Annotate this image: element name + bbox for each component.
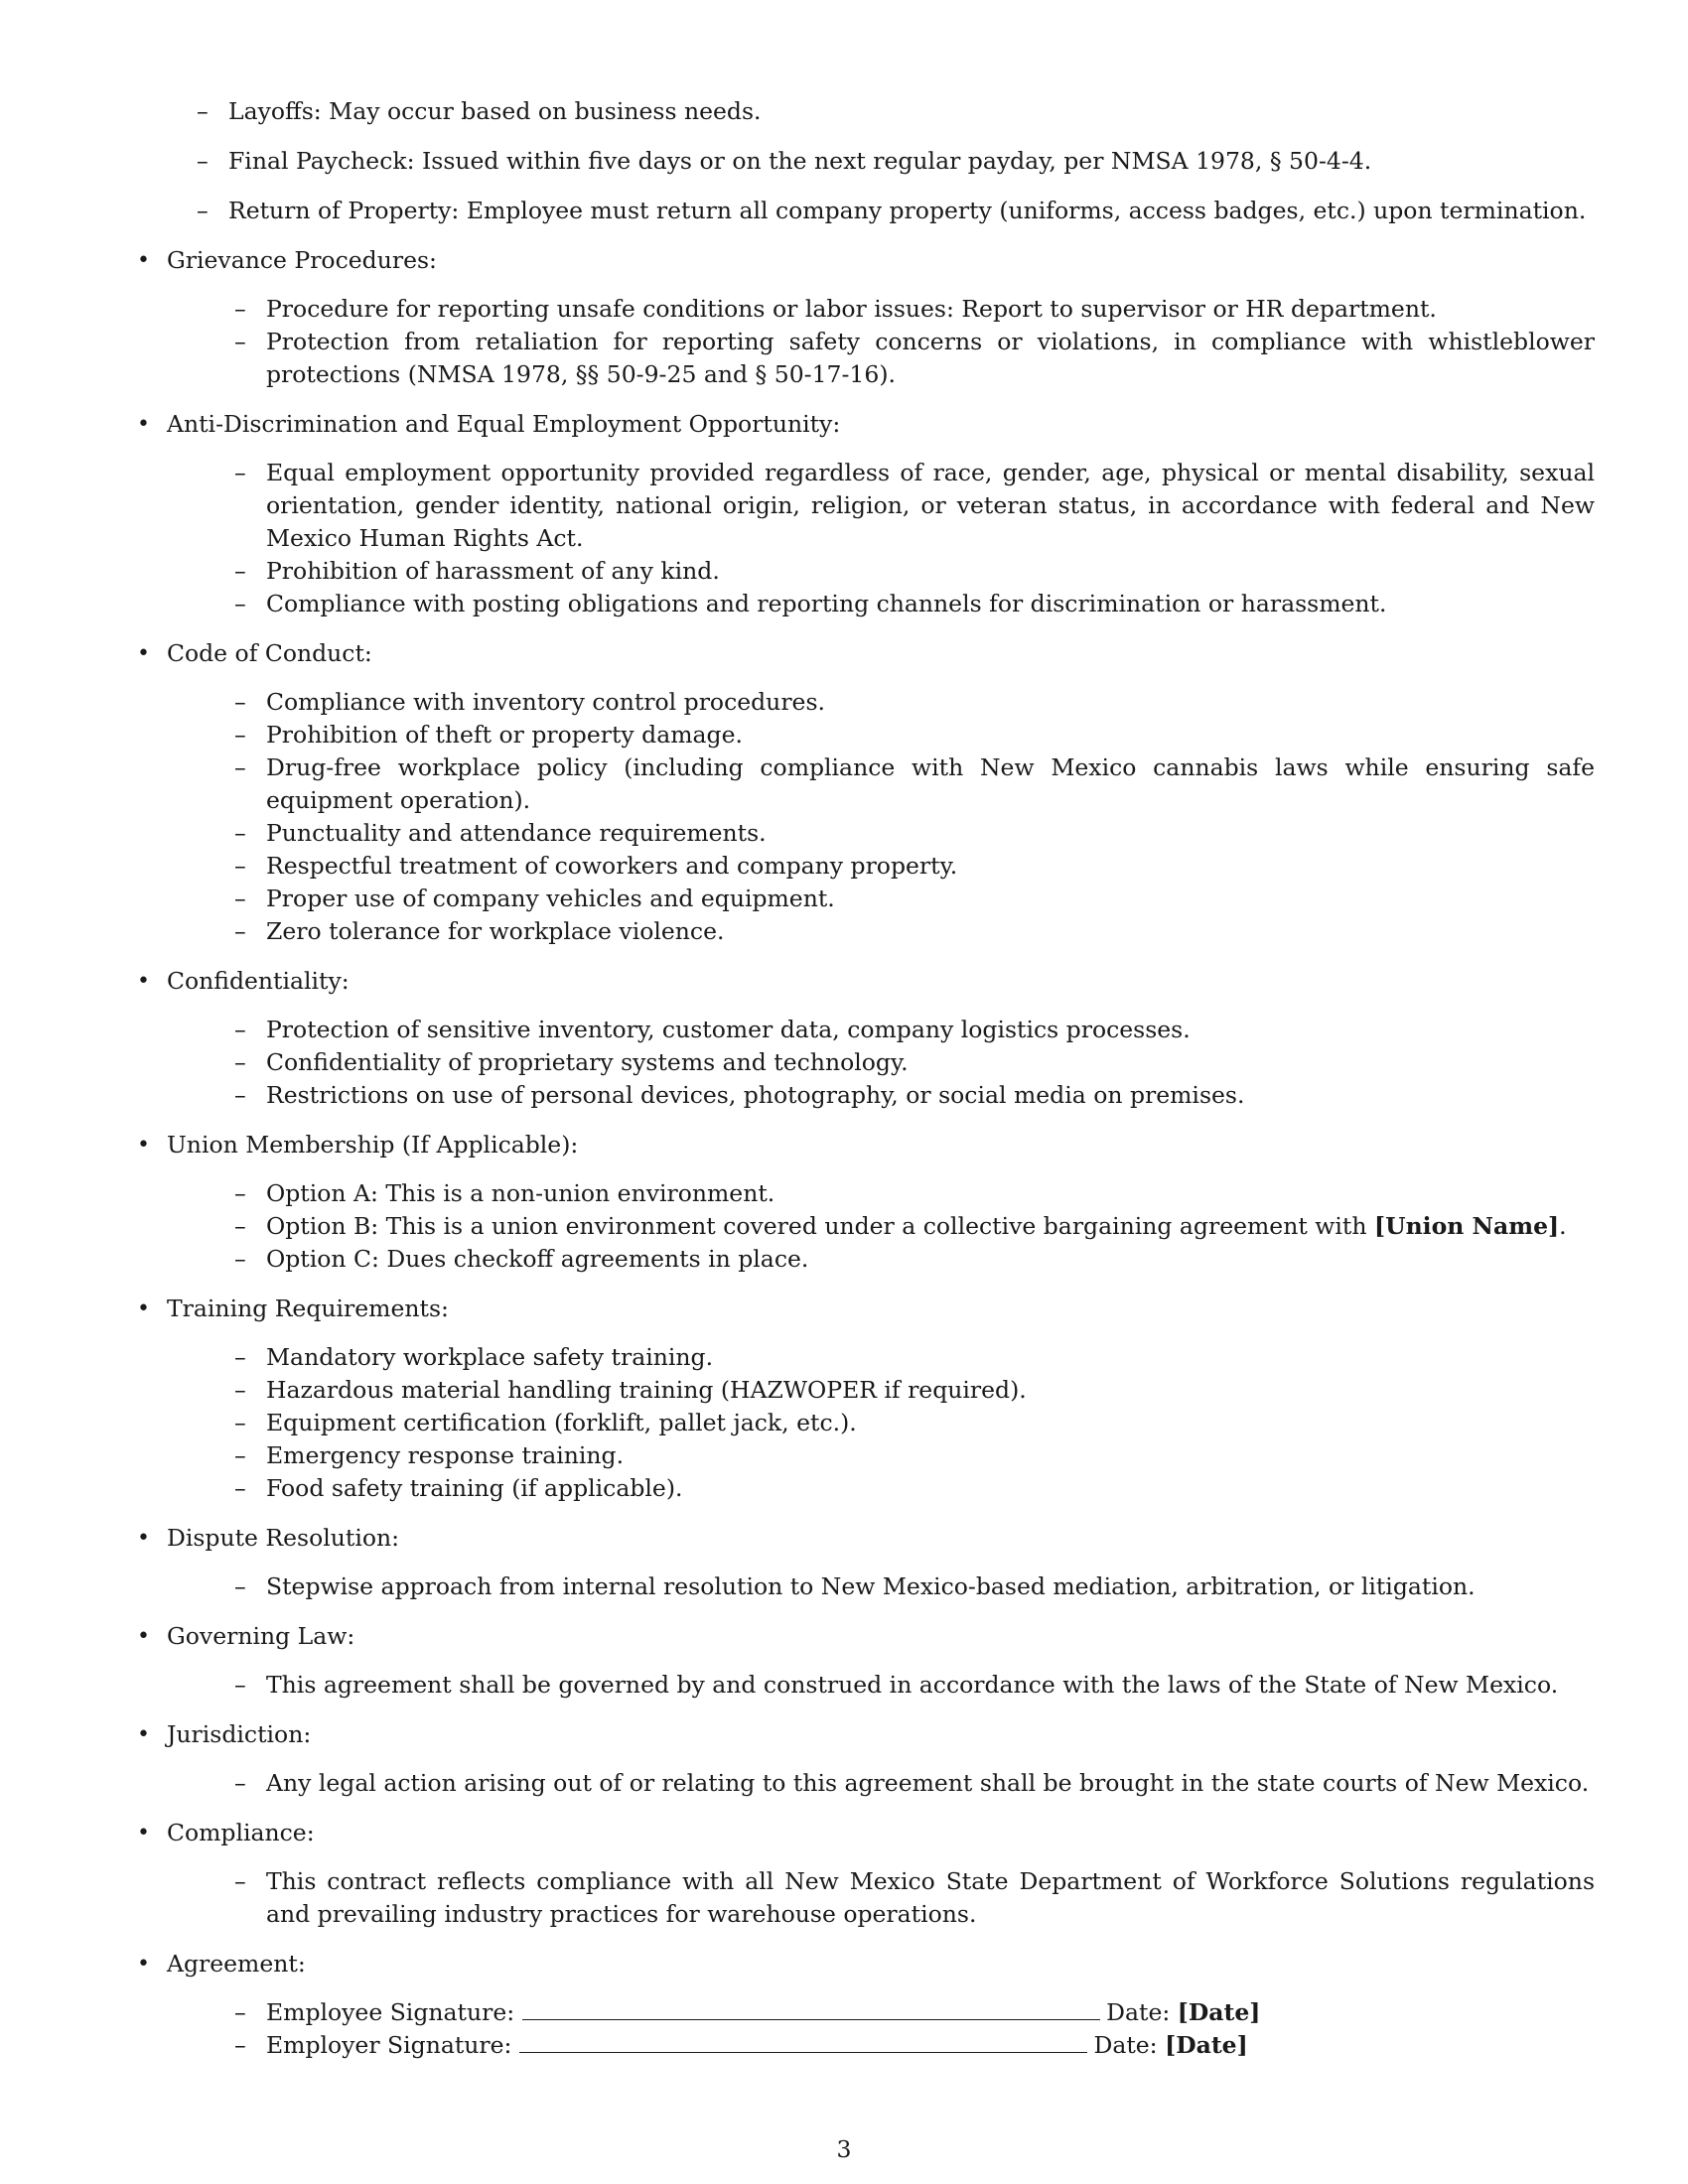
section-heading: Compliance:: [167, 1819, 315, 1846]
employee-signature-label: Employee Signature:: [266, 1998, 515, 2026]
list-item: – Return of Property: Employee must return all company property (uniforms, access badges, etc.) upon termination.: [197, 197, 1587, 224]
list-item: – Hazardous material handling training (HAZWOPER if required).: [234, 1376, 1027, 1404]
section-heading: Confidentiality:: [167, 967, 350, 995]
list-item: – Respectful treatment of coworkers and company property.: [234, 852, 958, 880]
list-item: – Emergency response training.: [234, 1441, 625, 1469]
list-item: – Restrictions on use of personal devices, photography, or social media on premises.: [234, 1081, 1245, 1109]
list-item: – Prohibition of harassment of any kind.: [234, 557, 720, 585]
list-item: – Confidentiality of proprietary systems and technology.: [234, 1048, 909, 1076]
date-label: Date:: [1106, 1998, 1171, 2026]
employer-date-placeholder: [Date]: [1165, 2031, 1248, 2059]
employer-signature-label: Employer Signature:: [266, 2031, 512, 2059]
section-heading: Code of Conduct:: [167, 639, 372, 667]
list-item: – Prohibition of theft or property damage.: [234, 721, 743, 749]
list-item: – Protection of sensitive inventory, customer data, company logistics processes.: [234, 1016, 1191, 1043]
document-body: [129, 95, 1595, 2079]
list-item: – Layoffs: May occur based on business needs.: [197, 97, 762, 125]
list-item: – Drug-free workplace policy (including compliance with New Mexico cannabis laws while ensuring safe equipment operation).: [234, 753, 1595, 814]
page-number: 3: [836, 2135, 852, 2163]
section-union-membership: • Union Membership (If Applicable): – Option A: This is a non-union environment. – Option B: This is a union environment covered under a collective bargaining agreement with [Union Name]. – Option C: Dues checkoff agreements in place.: [129, 1129, 1595, 1276]
section-heading: Grievance Procedures:: [167, 246, 437, 274]
employee-signature-row: – Employee Signature: Date: [Date]: [234, 1998, 1261, 2026]
employee-date-placeholder: [Date]: [1177, 1998, 1261, 2026]
section-heading: Dispute Resolution:: [167, 1524, 400, 1552]
list-item: – Compliance with posting obligations and reporting channels for discrimination or harassment.: [234, 590, 1387, 617]
section-compliance: • Compliance: – This contract reflects compliance with all New Mexico State Department of Workforce Solutions regulations and prevailing industry practices for warehouse operations.: [129, 1817, 1595, 1931]
union-name-placeholder: [Union Name]: [1373, 1212, 1560, 1240]
section-jurisdiction: • Jurisdiction: – Any legal action arising out of or relating to this agreement shall be brought in the state courts of New Mexico.: [129, 1718, 1595, 1800]
section-anti-discrimination: • Anti-Discrimination and Equal Employment Opportunity: – Equal employment opportunity provided regardless of race, gender, age, physical or mental disability, sexual orientation, gender identity, national origin, religion, or veteran status, in accordance with federal and New Mexico Human Rights Act. – Prohibition of harassment of any kind. – Compliance with posting obligations and reporting channels for discrimination or harassment.: [129, 408, 1595, 620]
list-item: – Final Paycheck: Issued within five days or on the next regular payday, per NMSA 1978, § 50-4-4.: [197, 147, 1372, 175]
list-item: – Option C: Dues checkoff agreements in place.: [234, 1245, 809, 1273]
section-governing-law: • Governing Law: – This agreement shall be governed by and construed in accordance with the laws of the State of New Mexico.: [129, 1620, 1595, 1702]
section-dispute-resolution: • Dispute Resolution: – Stepwise approach from internal resolution to New Mexico-based mediation, arbitration, or litigation.: [129, 1522, 1595, 1603]
termination-continuation-list: [129, 95, 1595, 227]
employer-signature-line[interactable]: [519, 2030, 1087, 2053]
section-code-of-conduct: • Code of Conduct: – Compliance with inventory control procedures. – Prohibition of theft or property damage. – Drug-free workplace policy (including compliance with New Mexico cannabis laws while ensuring safe equipment operation). – Punctuality and attendance requirements. – Respectful treatment of coworkers and company property. – Proper use of company vehicles and equipment. – Zero tolerance for workplace violence.: [129, 637, 1595, 948]
section-agreement: • Agreement: – Employee Signature: Date: [Date] – Employer Signature: Date: [Date]: [129, 1948, 1595, 2062]
employer-signature-row: – Employer Signature: Date: [Date]: [234, 2031, 1248, 2059]
section-heading: Agreement:: [167, 1950, 306, 1978]
list-item: – Procedure for reporting unsafe conditions or labor issues: Report to supervisor or HR department.: [234, 295, 1437, 323]
date-label: Date:: [1093, 2031, 1158, 2059]
list-item: – Equipment certification (forklift, pallet jack, etc.).: [234, 1409, 857, 1436]
list-item: – Equal employment opportunity provided regardless of race, gender, age, physical or mental disability, sexual orientation, gender identity, national origin, religion, or veteran status, in accordance with federal and New Mexico Human Rights Act.: [234, 459, 1595, 552]
list-item: – Stepwise approach from internal resolution to New Mexico-based mediation, arbitration, or litigation.: [234, 1572, 1476, 1600]
section-heading: Anti-Discrimination and Equal Employment Opportunity:: [167, 410, 841, 438]
section-heading: Union Membership (If Applicable):: [167, 1131, 579, 1159]
list-item: – This agreement shall be governed by and construed in accordance with the laws of the State of New Mexico.: [234, 1671, 1559, 1699]
section-training-requirements: • Training Requirements: – Mandatory workplace safety training. – Hazardous material handling training (HAZWOPER if required). – Equipment certification (forklift, pallet jack, etc.). – Emergency response training. – Food safety training (if applicable).: [129, 1293, 1595, 1505]
section-list: [129, 244, 1595, 2062]
section-heading: Governing Law:: [167, 1622, 355, 1650]
list-item: – Food safety training (if applicable).: [234, 1474, 683, 1502]
list-item: – Option B: This is a union environment covered under a collective bargaining agreement with [Union Name].: [234, 1212, 1567, 1240]
list-item: – Option A: This is a non-union environment.: [234, 1179, 775, 1207]
list-item: – Zero tolerance for workplace violence.: [234, 917, 725, 945]
list-item: – Compliance with inventory control procedures.: [234, 688, 825, 716]
section-confidentiality: • Confidentiality: – Protection of sensitive inventory, customer data, company logistics processes. – Confidentiality of proprietary systems and technology. – Restrictions on use of personal devices, photography, or social media on premises.: [129, 965, 1595, 1112]
list-item: – This contract reflects compliance with all New Mexico State Department of Workforce Solutions regulations and prevailing industry practices for warehouse operations.: [234, 1867, 1595, 1928]
list-item: – Any legal action arising out of or relating to this agreement shall be brought in the state courts of New Mexico.: [234, 1769, 1590, 1797]
section-heading: Jurisdiction:: [167, 1720, 312, 1748]
section-grievance-procedures: • Grievance Procedures: – Procedure for reporting unsafe conditions or labor issues: Report to supervisor or HR department. – Protection from retaliation for reporting safety concerns or violations, in compliance with whistleblower protections (NMSA 1978, §§ 50-9-25 and § 50-17-16).: [129, 244, 1595, 391]
employee-signature-line[interactable]: [522, 1997, 1100, 2020]
section-heading: Training Requirements:: [167, 1295, 449, 1322]
list-item: – Proper use of company vehicles and equipment.: [234, 885, 835, 912]
list-item: – Protection from retaliation for reporting safety concerns or violations, in compliance with whistleblower protections (NMSA 1978, §§ 50-9-25 and § 50-17-16).: [234, 328, 1595, 388]
list-item: – Punctuality and attendance requirements.: [234, 819, 767, 847]
list-item: – Mandatory workplace safety training.: [234, 1343, 714, 1371]
